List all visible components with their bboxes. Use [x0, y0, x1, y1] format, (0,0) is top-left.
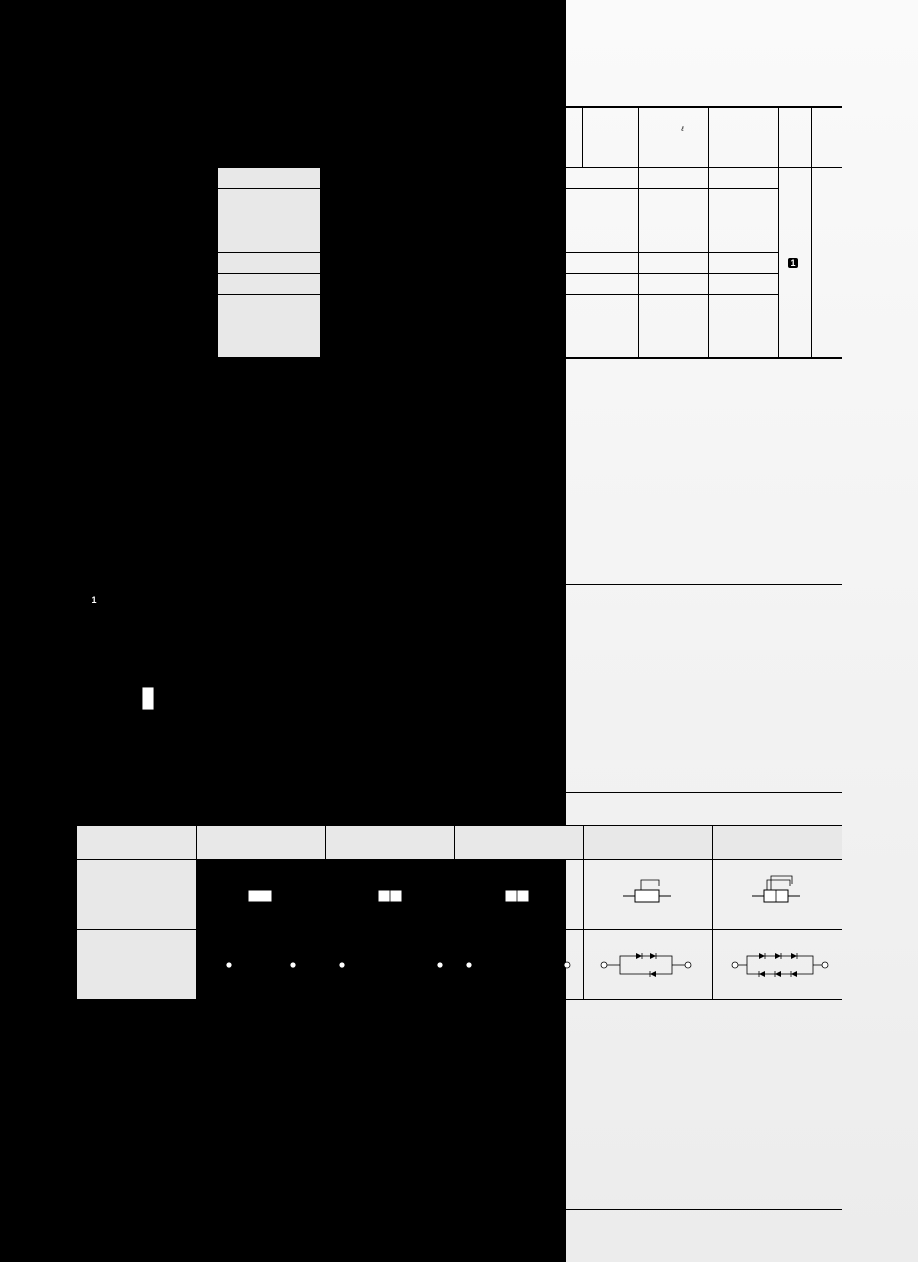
config-column-rule: [196, 826, 197, 1000]
row-rule: [77, 337, 218, 338]
config-row-label-column: [77, 860, 197, 1000]
header-subrule: [168, 128, 218, 129]
config-column-rule: [583, 826, 584, 1000]
length-symbol: ℓ: [681, 125, 684, 133]
lead-package-icon: [236, 876, 286, 912]
figure-bottom-rule: [77, 792, 842, 793]
column-rule: [638, 107, 639, 358]
column-rule: [582, 107, 583, 167]
config-header-row: [77, 826, 842, 860]
header-bottom-rule: [77, 167, 842, 168]
column-rule: [778, 107, 779, 358]
outline-marker-badge: 1: [788, 258, 798, 268]
column-rule: [168, 128, 169, 358]
column-rule: [444, 107, 445, 358]
antiparallel-diode-circuit-icon: [223, 950, 299, 980]
antiparallel-diode-circuit-icon: [463, 950, 573, 980]
row-rule: [77, 316, 218, 317]
lead-package-icon: [493, 876, 543, 912]
column-rule: [811, 107, 812, 358]
table-cell-shaded: [218, 274, 320, 294]
column-rule: [394, 128, 395, 358]
diameter-symbol-top: ϕ: [160, 622, 165, 630]
diameter-symbol-bottom: ϕ: [164, 710, 169, 718]
column-rule: [217, 107, 218, 358]
table-cell-shaded: [218, 253, 320, 273]
config-top-rule: [77, 825, 842, 826]
config-column-rule: [325, 826, 326, 1000]
column-rule: [526, 107, 527, 358]
row-rule: [77, 273, 779, 274]
row-rule: [77, 231, 218, 232]
header-black-band: [0, 0, 566, 42]
antiparallel-diode-circuit-icon: [336, 950, 446, 980]
config-column-rule: [454, 826, 455, 1000]
table-cell-shaded: [218, 189, 320, 252]
table-top-rule: [77, 106, 842, 108]
table-cell-shaded: [218, 168, 320, 188]
figure-top-rule: [77, 584, 842, 585]
lead-package-icon: [752, 874, 802, 912]
config-row-rule: [77, 929, 842, 930]
row-rule: [77, 188, 779, 189]
page-header-bar: [0, 0, 765, 42]
header-subrule: [445, 137, 527, 138]
table-bottom-rule: [77, 357, 842, 359]
row-rule: [77, 294, 779, 295]
lead-package-icon: [623, 876, 673, 912]
antiparallel-diode-circuit-icon: [598, 950, 694, 980]
row-rule: [77, 252, 779, 253]
column-rule: [708, 107, 709, 358]
header-grey-band: [566, 0, 765, 42]
figure-marker-badge: 1: [89, 595, 99, 605]
config-bottom-rule: [77, 999, 842, 1000]
column-rule: [320, 107, 321, 358]
config-header-rule: [77, 859, 842, 860]
header-subrule: [395, 128, 445, 129]
zener-diode-icon: [202, 684, 222, 710]
footer-rule: [77, 1209, 842, 1210]
row-rule: [77, 210, 218, 211]
table-cell-shaded: [218, 295, 320, 358]
lead-dimension-drawing: [100, 610, 210, 780]
lead-package-icon: [366, 876, 416, 912]
config-column-rule: [712, 826, 713, 1000]
antiparallel-diode-circuit-icon: [729, 950, 831, 980]
